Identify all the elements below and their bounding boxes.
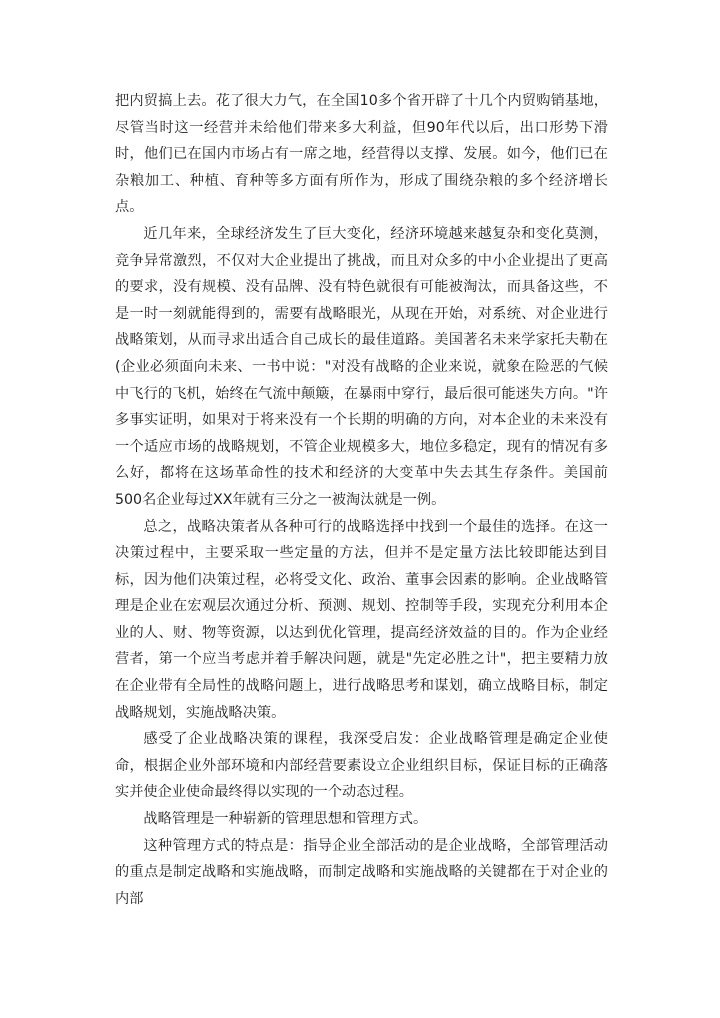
paragraph-4: 感受了企业战略决策的课程，我深受启发：企业战略管理是确定企业使命，根据企业外部环境和内部经营要素设立企业组织目标，保证目标的正确落实并使企业使命最终得以实现的一个动态过程。 xyxy=(115,731,608,801)
paragraph-3: 总之，战略决策者从各种可行的战略选择中找到一个最佳的选择。在这一决策过程中，主要采取一些定量的方法，但并不是定量方法比较即能达到目标，因为他们决策过程，必将受文化、政治、董事会因素的影响。企业战略管理是企业在宏观层次通过分析、预测、规划、控制等手段，实现充分利用本企业的人、财、物等资源，以达到优化管理，提高经济效益的目的。作为企业经营者，第一个应当考虑并着手解决问题，就是"先定必胜之计"，把主要精力放在企业带有全局性的战略问题上，进行战略思考和谋划，确立战略目标，制定战略规划，实施战略决策。 xyxy=(115,518,608,721)
paragraph-5: 战略管理是一种崭新的管理思想和管理方式。 xyxy=(143,811,428,828)
paragraph-6: 这种管理方式的特点是：指导企业全部活动的是企业战略，全部管理活动的重点是制定战略和实施战略，而制定战略和实施战略的关键都在于对企业的内部 xyxy=(115,837,608,907)
paragraph-2: 近几年来，全球经济发生了巨大变化，经济环境越来越复杂和变化莫测，竞争异常激烈，不仅对大企业提出了挑战，而且对众多的中小企业提出了更高的要求，没有规模、没有品牌、没有特色就很有可能被淘汰，而具备这些，不是一时一刻就能得到的，需要有战略眼光，从现在开始，对系统、对企业进行战略策划，从而寻求出适合自己成长的最佳道路。美国著名未来学家托夫勒在(企业必须面向未来、一书中说："对没有战略的企业来说，就象在险恶的气候中飞行的飞机，始终在气流中颠簸，在暴雨中穿行，最后很可能迷失方向。"许多事实证明，如果对于将来没有一个长期的明确的方向，对本企业的未来没有一个适应市场的战略规划，不管企业规模多大，地位多稳定，现有的情况有多么好，都将在这场革命性的技术和经济的大变革中失去其生存条件。美国前500名企业每过XX年就有三分之一被淘汰就是一例。 xyxy=(115,225,608,508)
document-body xyxy=(115,88,608,912)
paragraph-1: 把内贸搞上去。花了很大力气，在全国10多个省开辟了十几个内贸购销基地，尽管当时这一经营并未给他们带来多大利益，但90年代以后，出口形势下滑时，他们已在国内市场占有一席之地，经营得以支撑、发展。如今，他们已在杂粮加工、种植、育种等多方面有所作为，形成了围绕杂粮的多个经济增长点。 xyxy=(115,93,608,216)
